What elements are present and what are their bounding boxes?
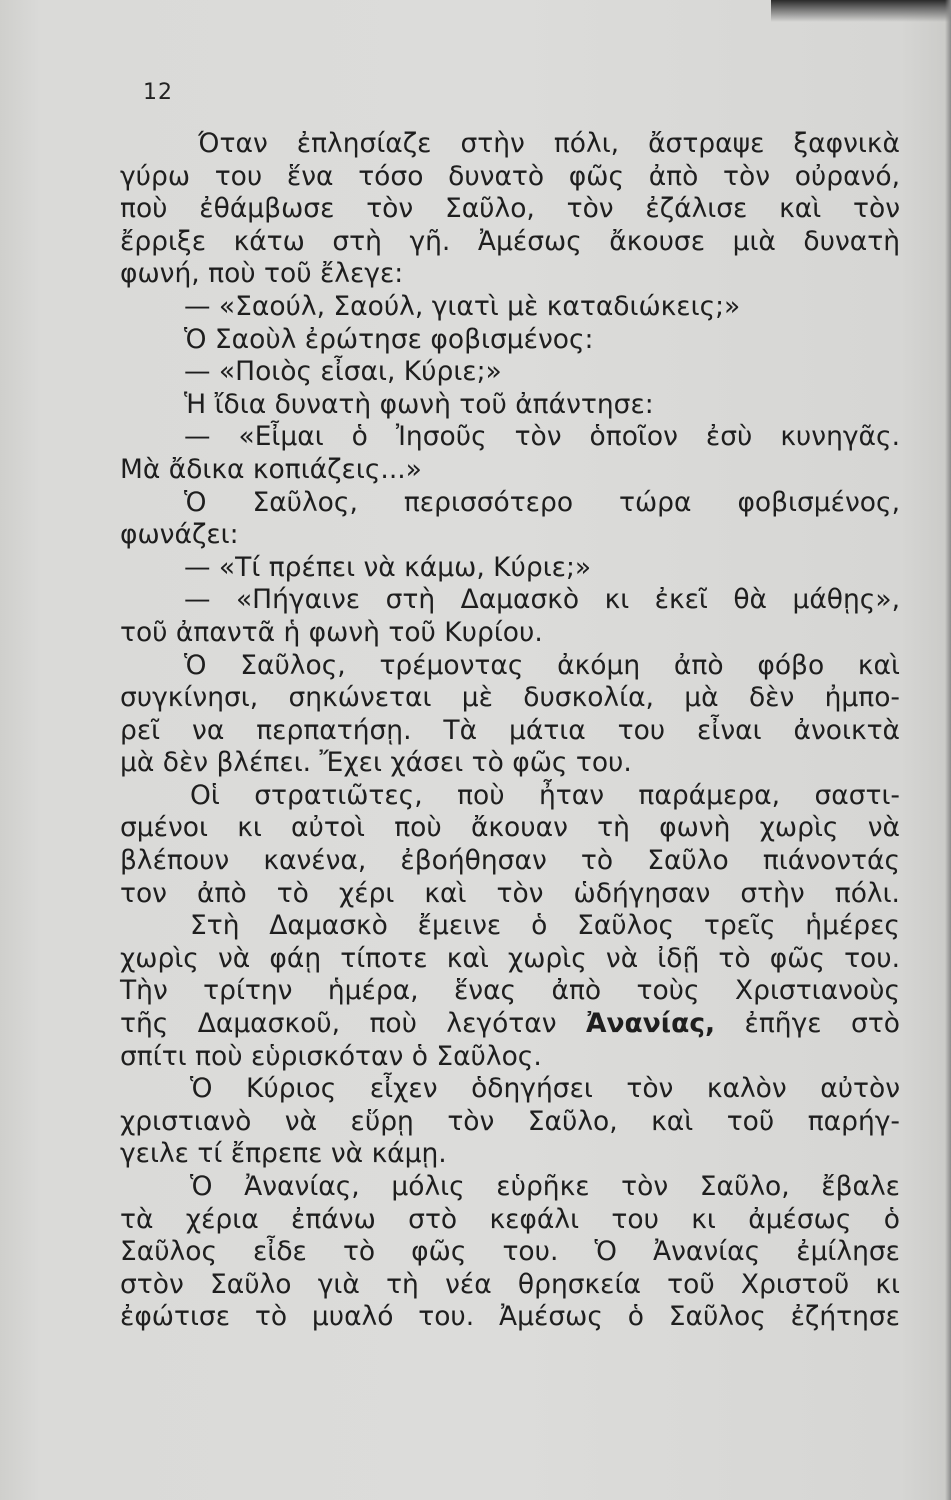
- text-line: ἐφώτισε τὸ μυαλό του. Ἀμέσως ὁ Σαῦλος ἐζήτησε: [120, 1301, 900, 1333]
- text-line: φωνάζει:: [120, 519, 239, 551]
- text-line: Ὁ Σαῦλος, περισσότερο τώρα φοβισμένος,: [184, 486, 900, 518]
- text-line: γύρω του ἕνα τόσο δυνατὸ φῶς ἀπὸ τὸν οὐρανό,: [120, 160, 900, 192]
- scan-edge-right: [945, 0, 951, 1500]
- text-line: Στὴ Δαμασκὸ ἔμεινε ὁ Σαῦλος τρεῖς ἡμέρες: [190, 910, 900, 942]
- text-line: Ὁ Σαοὺλ ἐρώτησε φοβισμένος:: [184, 323, 594, 355]
- text-line: τὰ χέρια ἐπάνω στὸ κεφάλι του κι ἀμέσως ὁ: [120, 1203, 900, 1235]
- text-line: ποὺ ἐθάμβωσε τὸν Σαῦλο, τὸν ἐζάλισε καὶ τὸν: [120, 193, 900, 225]
- text-line: τοῦ ἀπαντᾶ ἡ φωνὴ τοῦ Κυρίου.: [120, 616, 543, 648]
- text-line: σπίτι ποὺ εὑρισκόταν ὁ Σαῦλος.: [120, 1040, 542, 1072]
- text-line: συγκίνησι, σηκώνεται μὲ δυσκολία, μὰ δὲν ἠμπο-: [120, 682, 900, 714]
- text-line: — «Πήγαινε στὴ Δαμασκὸ κι ἐκεῖ θὰ μάθῃς»,: [184, 584, 900, 616]
- text-line: Ὁ Σαῦλος, τρέμοντας ἀκόμη ἀπὸ φόβο καὶ: [184, 649, 900, 681]
- text-line: Τὴν τρίτην ἡμέρα, ἕνας ἀπὸ τοὺς Χριστιανοὺς: [120, 975, 900, 1007]
- text-line: — «Ποιὸς εἶσαι, Κύριε;»: [184, 356, 502, 388]
- text-line: — «Τί πρέπει νὰ κάμω, Κύριε;»: [184, 551, 592, 583]
- text-line: — «Εἶμαι ὁ Ἰησοῦς τὸν ὁποῖον ἐσὺ κυνηγᾶς.: [184, 421, 900, 453]
- bold-name: Ἀνανίας,: [585, 1008, 716, 1040]
- text-line: Όταν ἐπλησίαζε στὴν πόλι, ἄστραψε ξαφνικὰ: [198, 128, 900, 159]
- text-line: τον ἀπὸ τὸ χέρι καὶ τὸν ὡδήγησαν στὴν πόλι.: [120, 877, 900, 909]
- text-segment: ἐπῆγε στὸ: [744, 1008, 901, 1040]
- text-line: Ἡ ἴδια δυνατὴ φωνὴ τοῦ ἀπάντησε:: [184, 388, 654, 420]
- text-line: ἔρριξε κάτω στὴ γῆ. Ἀμέσως ἄκουσε μιὰ δυνατὴ: [120, 225, 900, 257]
- text-line: Ὁ Ἀνανίας, μόλις εὑρῆκε τὸν Σαῦλο, ἔβαλε: [190, 1171, 900, 1202]
- text-line: σμένοι κι αὐτοὶ ποὺ ἄκουαν τὴ φωνὴ χωρὶς νὰ: [120, 812, 900, 844]
- text-line: γειλε τί ἔπρεπε νὰ κάμῃ.: [120, 1138, 447, 1170]
- text-line: χριστιανὸ νὰ εὕρῃ τὸν Σαῦλο, καὶ τοῦ παρήγ-: [120, 1105, 900, 1137]
- body-text: [120, 128, 900, 1334]
- text-line: Ὁ Κύριος εἶχεν ὁδηγήσει τὸν καλὸν αὐτὸν: [190, 1073, 900, 1105]
- text-line: στὸν Σαῦλο γιὰ τὴ νέα θρησκεία τοῦ Χριστοῦ κι: [120, 1268, 900, 1300]
- text-segment: τῆς Δαμασκοῦ, ποὺ λεγόταν: [120, 1008, 557, 1040]
- text-line: ρεῖ να περπατήσῃ. Τὰ μάτια του εἶναι ἀνοικτὰ: [120, 714, 900, 746]
- text-line: βλέπουν κανένα, ἐβοήθησαν τὸ Σαῦλο πιάνοντάς: [120, 845, 900, 877]
- text-line: — «Σαούλ, Σαούλ, γιατὶ μὲ καταδιώκεις;»: [184, 290, 741, 322]
- text-line: [120, 1008, 900, 1041]
- text-line: Σαῦλος εἶδε τὸ φῶς του. Ὁ Ἀνανίας ἐμίλησε: [120, 1236, 900, 1268]
- text-line: φωνή, ποὺ τοῦ ἔλεγε:: [120, 258, 404, 290]
- text-line: Μὰ ἄδικα κοπιάζεις...»: [120, 453, 422, 485]
- text-line: χωρὶς νὰ φάῃ τίποτε καὶ χωρὶς νὰ ἰδῇ τὸ φῶς του.: [120, 942, 900, 974]
- text-line: μὰ δὲν βλέπει. Ἔχει χάσει τὸ φῶς του.: [120, 747, 632, 779]
- page-number: 12: [143, 80, 173, 105]
- scan-edge-shadow: [771, 0, 951, 22]
- text-line: Οἱ στρατιῶτες, ποὺ ἦταν παράμερα, σαστι-: [190, 779, 900, 811]
